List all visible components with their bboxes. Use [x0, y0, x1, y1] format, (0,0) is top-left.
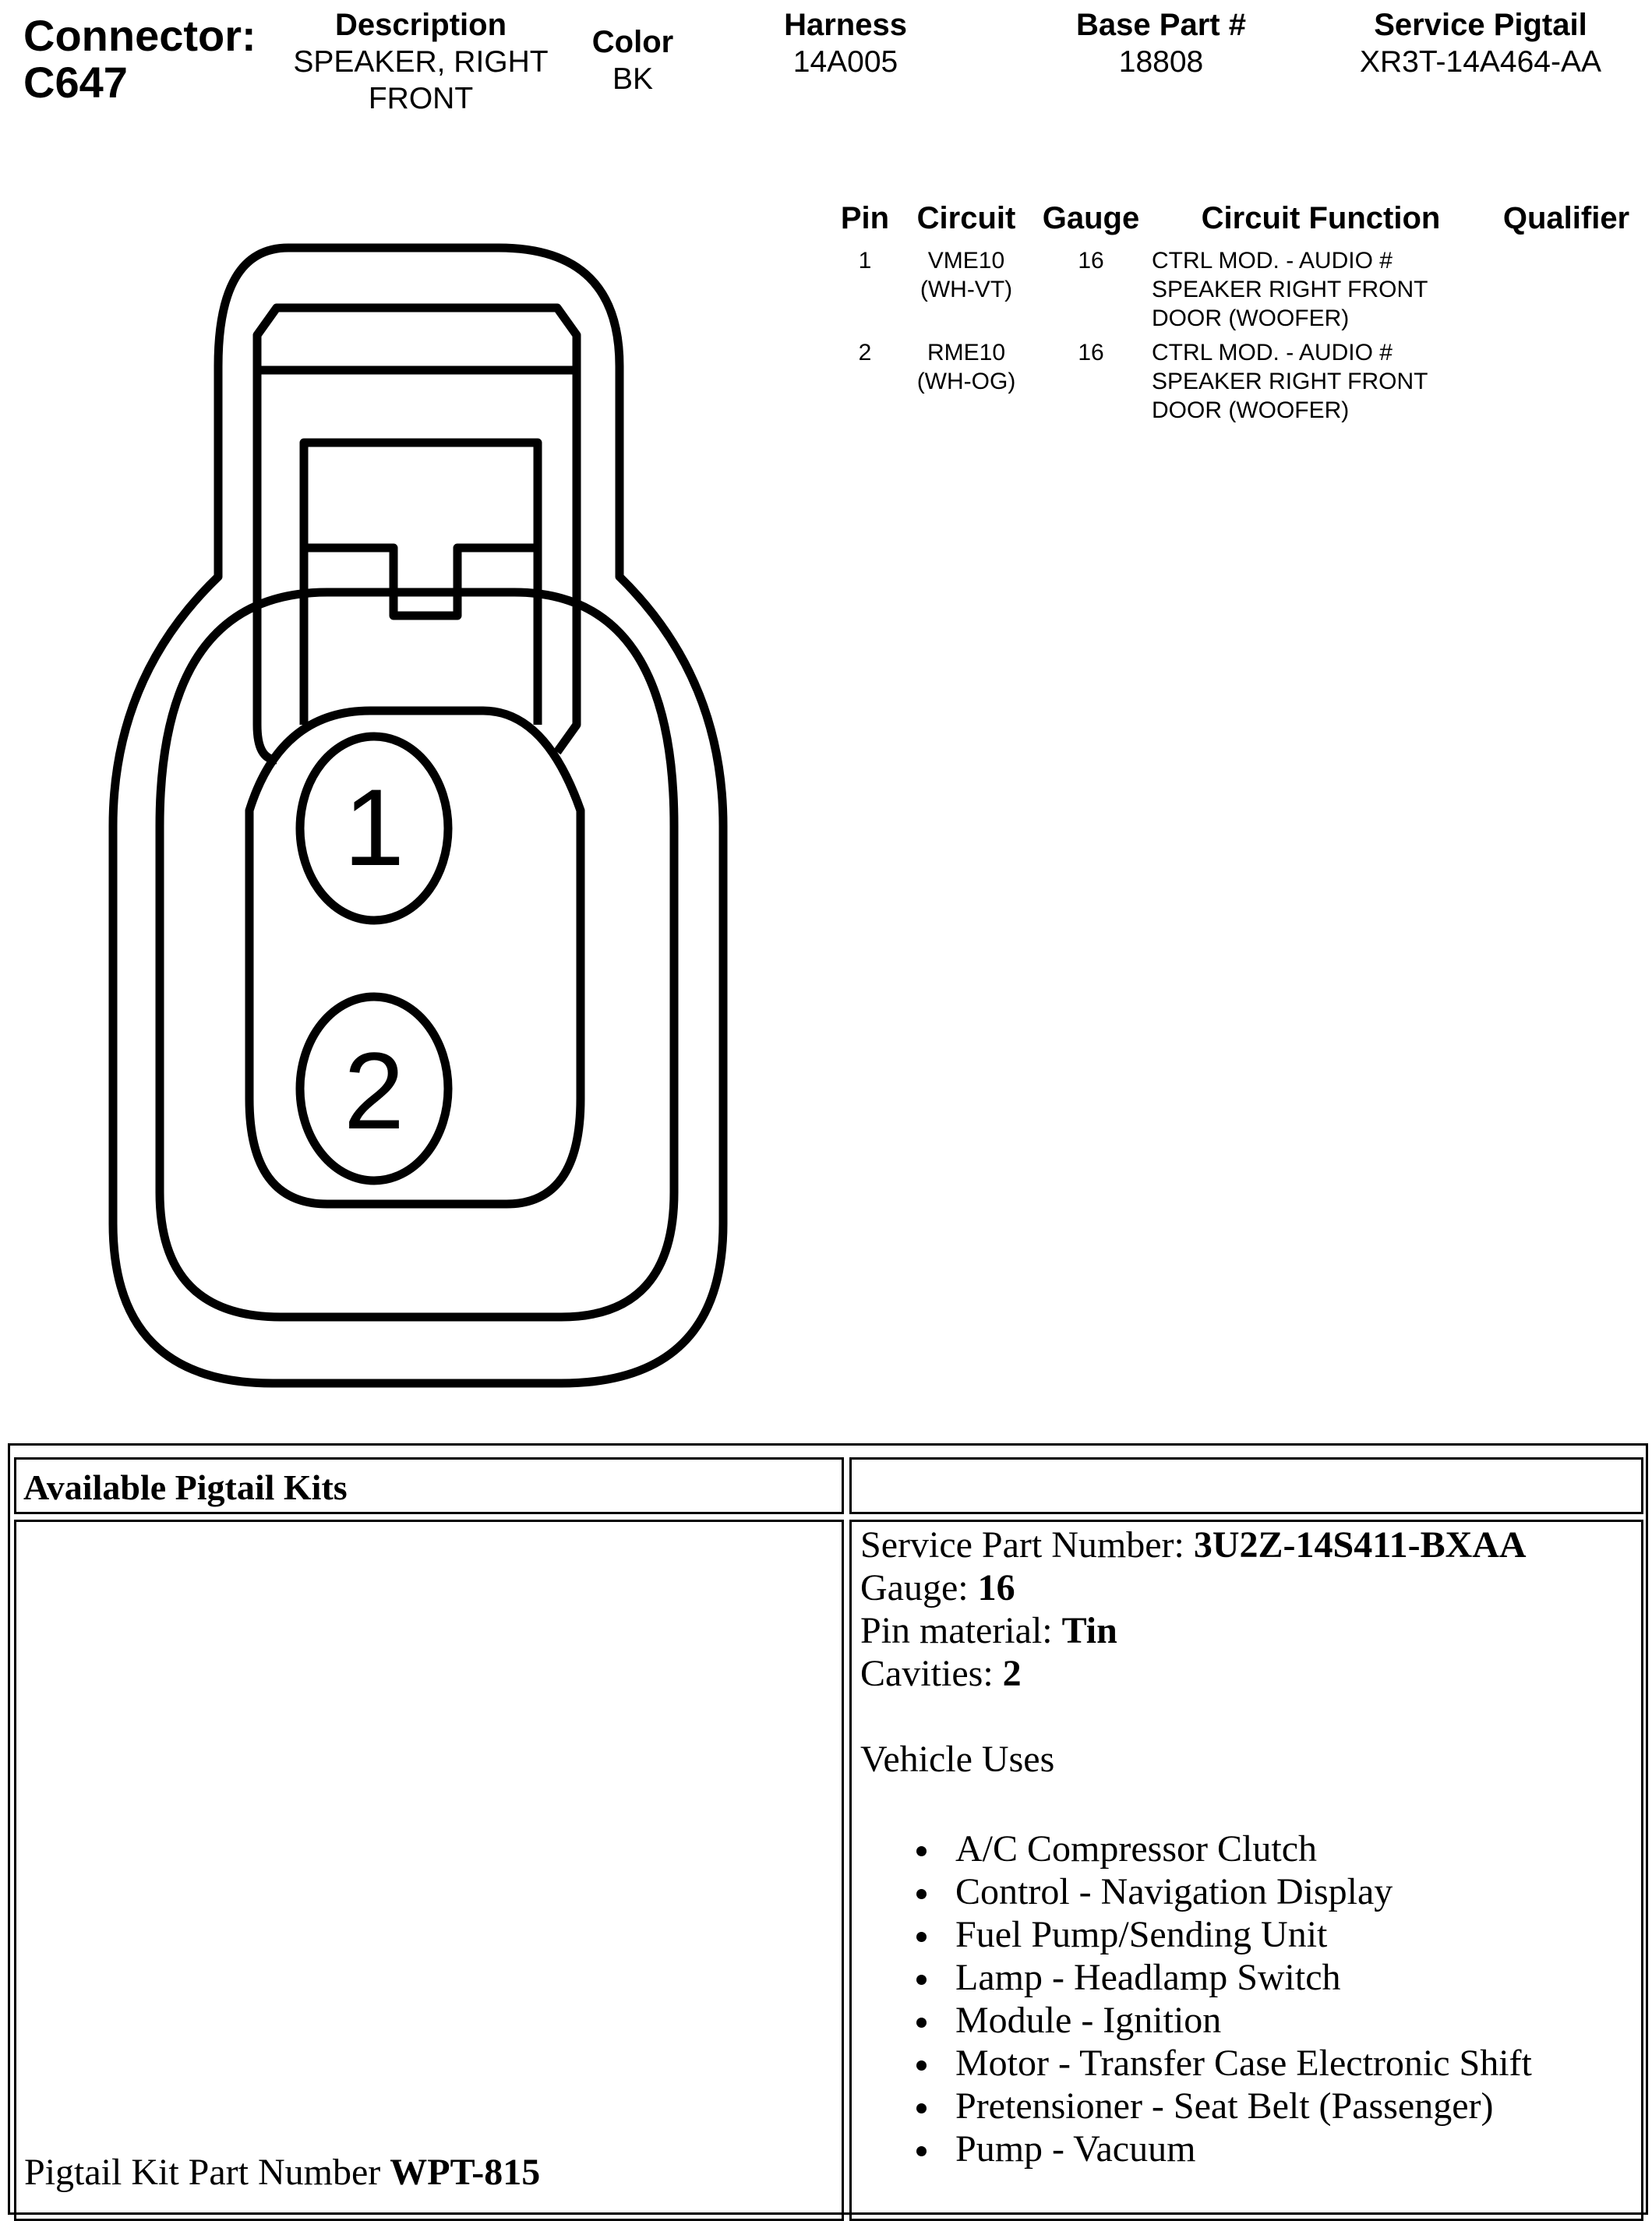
color-value: BK [612, 62, 654, 96]
description-column [265, 6, 577, 117]
cavities-value: 2 [1002, 1653, 1022, 1694]
service-pigtail-label: Service Pigtail [1374, 8, 1587, 42]
pigtail-kit-label: Pigtail Kit Part Number [24, 2152, 390, 2193]
pigtail-kit-cell [14, 1520, 844, 2221]
service-part-number [860, 1524, 1641, 1566]
circuit-id: VME10 [927, 248, 1005, 274]
gauge-label: Gauge: [860, 1567, 978, 1608]
pigtail-title: Available Pigtail Kits [23, 1467, 348, 1507]
color-label: Color [591, 25, 674, 59]
list-item: Module - Ignition [955, 1999, 1641, 2042]
connector-id: C647 [23, 58, 128, 107]
pigtail-kit-value: WPT-815 [390, 2152, 541, 2193]
vehicle-uses-list [860, 1827, 1641, 2170]
gauge-value: 16 [977, 1567, 1015, 1608]
base-part-value: 18808 [1118, 45, 1204, 79]
list-item: Pump - Vacuum [955, 2127, 1641, 2170]
harness-column [748, 6, 943, 80]
pin-header: Pin [840, 201, 890, 235]
latch-window [304, 443, 538, 725]
pin-material-value: Tin [1061, 1610, 1117, 1651]
pigtail-details-cell [849, 1520, 1643, 2221]
qualifier-header: Qualifier [1502, 201, 1630, 235]
function-line: SPEAKER RIGHT FRONT [1152, 277, 1428, 302]
circuit-id: RME10 [927, 340, 1006, 365]
pin-insert [249, 711, 581, 1204]
list-item: A/C Compressor Clutch [955, 1827, 1641, 1870]
list-item: Control - Navigation Display [955, 1870, 1641, 1913]
service-pigtail-value: XR3T-14A464-AA [1359, 45, 1601, 79]
pin-material-row [860, 1609, 1641, 1652]
connector-face-diagram [0, 226, 748, 1395]
pin-number: 2 [858, 340, 872, 365]
connector-label: Connector: [23, 11, 256, 60]
color-column [578, 23, 687, 97]
connector-header [23, 12, 256, 106]
harness-label: Harness [784, 8, 907, 42]
connector-outer-shell [113, 248, 723, 1383]
gauge-row [860, 1566, 1641, 1609]
cavities-label: Cavities: [860, 1653, 1003, 1694]
service-part-label: Service Part Number: [860, 1524, 1194, 1566]
circuit-function-cell [1152, 246, 1479, 333]
vehicle-uses-label: Vehicle Uses [860, 1739, 1055, 1780]
list-item: Fuel Pump/Sending Unit [955, 1913, 1641, 1956]
description-line1: SPEAKER, RIGHT [293, 45, 549, 79]
function-line: DOOR (WOOFER) [1152, 397, 1350, 423]
list-item: Pretensioner - Seat Belt (Passenger) [955, 2085, 1641, 2127]
function-line: DOOR (WOOFER) [1152, 305, 1350, 331]
service-part-value: 3U2Z-14S411-BXAA [1193, 1524, 1527, 1566]
cavity-label-1: 1 [344, 766, 404, 888]
base-part-label: Base Part # [1076, 8, 1246, 42]
function-line: CTRL MOD. - AUDIO # [1152, 340, 1393, 365]
circuit-cell [888, 246, 1044, 304]
harness-value: 14A005 [792, 45, 898, 79]
circuit-color: (WH-VT) [920, 277, 1013, 302]
pin-material-label: Pin material: [860, 1610, 1062, 1651]
description-label: Description [334, 8, 507, 42]
description-line2: FRONT [368, 82, 474, 115]
pigtail-details [852, 1522, 1641, 2170]
pin-number: 1 [858, 248, 872, 274]
list-item: Motor - Transfer Case Electronic Shift [955, 2042, 1641, 2085]
pigtail-kit-part-number [24, 2151, 540, 2194]
pigtail-title-cell [14, 1457, 844, 1514]
circuit-header: Circuit [916, 201, 1016, 235]
circuit-function-header: Circuit Function [1201, 201, 1441, 235]
circuit-function-cell [1152, 338, 1479, 425]
gauge-cell: 16 [1078, 248, 1104, 274]
circuit-cell [888, 338, 1044, 396]
gauge-header: Gauge [1042, 201, 1140, 235]
circuit-color: (WH-OG) [916, 369, 1016, 394]
service-pigtail-column [1317, 6, 1644, 80]
list-item: Lamp - Headlamp Switch [955, 1956, 1641, 1999]
function-line: CTRL MOD. - AUDIO # [1152, 248, 1393, 274]
latch-tab [304, 548, 538, 616]
base-part-column [1052, 6, 1270, 80]
cavity-label-2: 2 [344, 1029, 404, 1152]
gauge-cell: 16 [1078, 340, 1104, 365]
cavities-row [860, 1652, 1641, 1695]
function-line: SPEAKER RIGHT FRONT [1152, 369, 1428, 394]
pigtail-title-blank-cell [849, 1457, 1643, 1514]
